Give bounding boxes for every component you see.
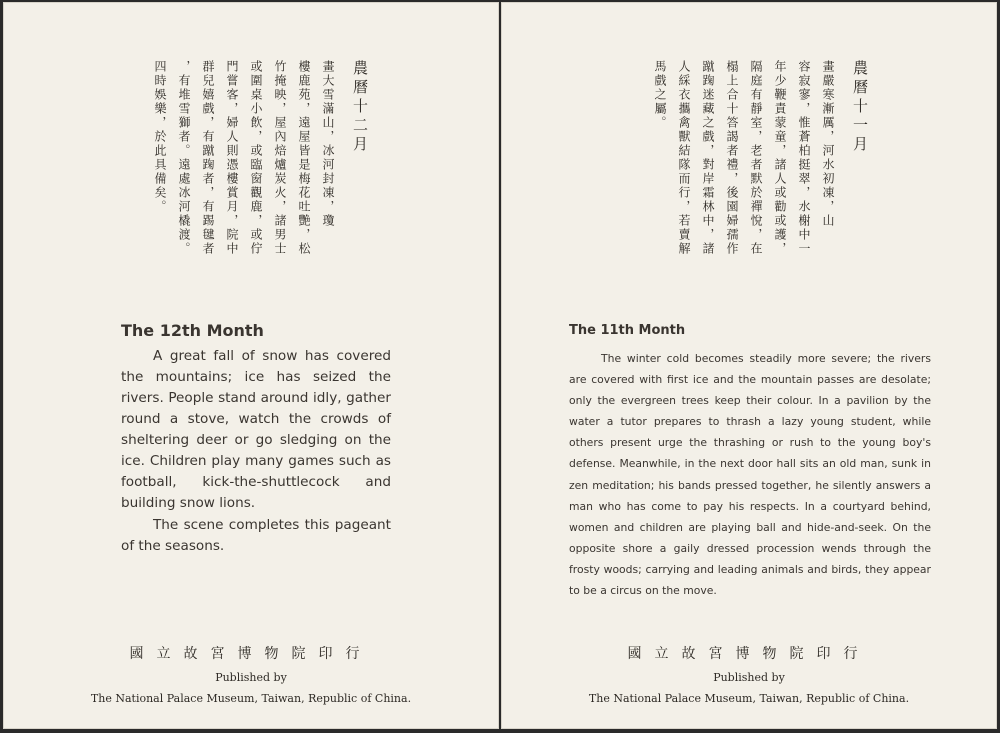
chinese-column: 年少鞭責蒙童，諸人或勸或護，	[773, 60, 787, 256]
english-body	[569, 348, 931, 601]
chinese-column: 榻上合十答謁者禮，後園婦孺作	[725, 60, 739, 256]
chinese-column: 樓鹿苑，遠屋皆是梅花吐艷，松	[297, 60, 311, 256]
published-by-label: Published by	[215, 671, 287, 684]
english-paragraph: The scene completes this pageant of the seasons.	[121, 517, 391, 554]
right-page	[501, 2, 997, 729]
chinese-column: 馬戲之屬。	[653, 60, 667, 130]
english-title: The 11th Month	[569, 323, 686, 338]
chinese-title: 農曆十一月	[851, 60, 869, 155]
chinese-column: 人綵衣攜禽獸結隊而行，若賣解	[677, 60, 691, 256]
chinese-column: 畫嚴寒漸厲，河水初凍，山	[821, 60, 835, 228]
publisher-name: The National Palace Museum, Taiwan, Republic of China.	[90, 692, 412, 705]
chinese-column: 竹掩映，屋內焙爐炭火，諸男士	[273, 60, 287, 256]
chinese-column: 畫大雪滿山，冰河封凍，瓊	[321, 60, 335, 228]
publisher-chinese: 國立故宮博物院印行	[129, 646, 373, 662]
publisher-name: The National Palace Museum, Taiwan, Republic of China.	[588, 692, 910, 705]
english-paragraph: The winter cold becomes steadily more severe; the rivers are covered with first ice and the mountain passes are desolate; only the evergreen trees keep their colour. In a pavilion by the water a tutor prepares to thrash a lazy young student, while others present urge the thrashing or rush to the young boy's defense. Meanwhile, in the next door hall sits an old man, sunk in zen meditation; his bands pressed together, he silently answers a man who has come to pay his respects. In a courtyard behind, women and children are playing ball and hide-and-seek. On the opposite shore a gaily dressed procession wends through the frosty woods; carrying and leading animals and birds, they appear to be a circus on the move.	[569, 352, 931, 598]
english-paragraph: A great fall of snow has covered the mountains; ice has seized the rivers. People stand around idly, gather round a stove, watch the crowds of sheltering deer or go sledging on the ice. Children play many games such as football, kick-the-shuttlecock and building snow lions.	[121, 348, 391, 511]
chinese-column: ，有堆雪獅者。遠處冰河橇渡。	[177, 60, 191, 256]
chinese-title: 農曆十二月	[351, 60, 369, 155]
chinese-text-block	[653, 60, 867, 256]
chinese-column: 群兒嬉戲，有蹴踘者，有踢毽者	[201, 60, 215, 256]
chinese-column: 門嘗客，婦人則憑樓賞月，院中	[225, 60, 239, 256]
chinese-text-block	[153, 60, 367, 256]
chinese-column: 蹴踘迷藏之戲，對岸霜林中，諸	[701, 60, 715, 256]
chinese-column: 隔庭有靜室，老者默於禪悅，在	[749, 60, 763, 256]
english-title: The 12th Month	[121, 321, 264, 340]
left-page	[3, 2, 499, 729]
chinese-column: 容寂寥，惟蒼柏挺翠，水榭中一	[797, 60, 811, 256]
publisher-chinese: 國立故宮博物院印行	[627, 646, 871, 662]
chinese-column: 或圍桌小飲，或臨窗觀鹿，或佇	[249, 60, 263, 256]
chinese-column: 四時娛樂，於此具備矣。	[153, 60, 167, 214]
published-by-label: Published by	[713, 671, 785, 684]
english-body	[121, 346, 391, 557]
